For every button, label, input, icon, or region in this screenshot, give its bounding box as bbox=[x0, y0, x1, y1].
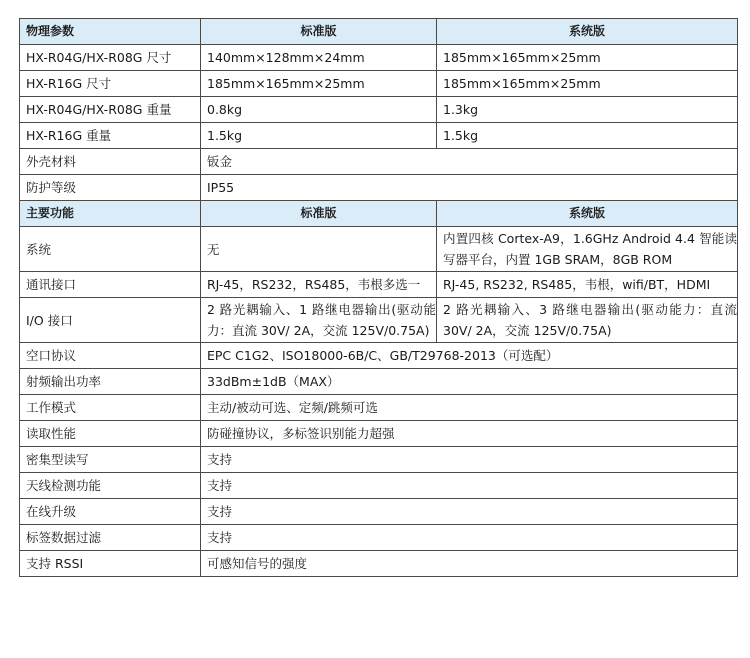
row-label: HX-R16G 重量 bbox=[20, 123, 201, 149]
header-standard: 标准版 bbox=[201, 19, 437, 45]
table-row bbox=[20, 369, 738, 395]
row-label: 空口协议 bbox=[20, 343, 201, 369]
table-row bbox=[20, 473, 738, 499]
row-label: 在线升级 bbox=[20, 499, 201, 525]
row-system-value: 1.3kg bbox=[437, 97, 738, 123]
row-label: 工作模式 bbox=[20, 395, 201, 421]
table-row bbox=[20, 525, 738, 551]
table-row bbox=[20, 298, 738, 343]
row-value: 可感知信号的强度 bbox=[201, 551, 738, 577]
spec-table bbox=[19, 18, 738, 577]
table-row bbox=[20, 45, 738, 71]
row-label: 通讯接口 bbox=[20, 272, 201, 298]
header-system: 系统版 bbox=[437, 19, 738, 45]
row-value: 钣金 bbox=[201, 149, 738, 175]
row-value: 支持 bbox=[201, 473, 738, 499]
row-label: 射频输出功率 bbox=[20, 369, 201, 395]
table-row bbox=[20, 395, 738, 421]
row-system-value: 185mm×165mm×25mm bbox=[437, 71, 738, 97]
row-standard-value: 0.8kg bbox=[201, 97, 437, 123]
table-row bbox=[20, 447, 738, 473]
row-label: 天线检测功能 bbox=[20, 473, 201, 499]
row-value: 支持 bbox=[201, 499, 738, 525]
table-row bbox=[20, 227, 738, 272]
row-standard-value: 2 路光耦输入、1 路继电器输出(驱动能力：直流 30V/ 2A，交流 125V/0.75A) bbox=[201, 298, 437, 343]
table-row bbox=[20, 499, 738, 525]
table-row bbox=[20, 421, 738, 447]
table-row bbox=[20, 551, 738, 577]
row-label: HX-R16G 尺寸 bbox=[20, 71, 201, 97]
row-value: 主动/被动可选、定频/跳频可选 bbox=[201, 395, 738, 421]
table-row bbox=[20, 272, 738, 298]
row-standard-value: RJ-45，RS232，RS485，韦根多选一 bbox=[201, 272, 437, 298]
header-system: 系统版 bbox=[437, 201, 738, 227]
table-row bbox=[20, 175, 738, 201]
row-system-value: RJ-45, RS232, RS485，韦根，wifi/BT，HDMI bbox=[437, 272, 738, 298]
row-label: 防护等级 bbox=[20, 175, 201, 201]
row-value: EPC C1G2、ISO18000-6B/C、GB/T29768-2013（可选配） bbox=[201, 343, 738, 369]
row-label: 外壳材料 bbox=[20, 149, 201, 175]
header-standard: 标准版 bbox=[201, 201, 437, 227]
row-system-value: 2 路光耦输入、3 路继电器输出(驱动能力：直流 30V/ 2A，交流 125V/0.75A) bbox=[437, 298, 738, 343]
row-standard-value: 无 bbox=[201, 227, 437, 272]
row-system-value: 1.5kg bbox=[437, 123, 738, 149]
header-row-functions bbox=[20, 201, 738, 227]
row-label: HX-R04G/HX-R08G 重量 bbox=[20, 97, 201, 123]
row-standard-value: 185mm×165mm×25mm bbox=[201, 71, 437, 97]
row-standard-value: 140mm×128mm×24mm bbox=[201, 45, 437, 71]
row-value: 支持 bbox=[201, 447, 738, 473]
row-label: 密集型读写 bbox=[20, 447, 201, 473]
row-label: I/O 接口 bbox=[20, 298, 201, 343]
row-value: 33dBm±1dB（MAX） bbox=[201, 369, 738, 395]
table-row bbox=[20, 97, 738, 123]
row-value: IP55 bbox=[201, 175, 738, 201]
header-param: 物理参数 bbox=[20, 19, 201, 45]
table-row bbox=[20, 343, 738, 369]
row-value: 防碰撞协议，多标签识别能力超强 bbox=[201, 421, 738, 447]
row-value: 支持 bbox=[201, 525, 738, 551]
row-label: 读取性能 bbox=[20, 421, 201, 447]
row-label: 系统 bbox=[20, 227, 201, 272]
table-row bbox=[20, 123, 738, 149]
header-param: 主要功能 bbox=[20, 201, 201, 227]
table-row bbox=[20, 71, 738, 97]
row-label: 标签数据过滤 bbox=[20, 525, 201, 551]
row-system-value: 内置四核 Cortex-A9，1.6GHz Android 4.4 智能读写器平台，内置 1GB SRAM，8GB ROM bbox=[437, 227, 738, 272]
row-standard-value: 1.5kg bbox=[201, 123, 437, 149]
row-label: HX-R04G/HX-R08G 尺寸 bbox=[20, 45, 201, 71]
row-system-value: 185mm×165mm×25mm bbox=[437, 45, 738, 71]
table-row bbox=[20, 149, 738, 175]
header-row-physical bbox=[20, 19, 738, 45]
row-label: 支持 RSSI bbox=[20, 551, 201, 577]
